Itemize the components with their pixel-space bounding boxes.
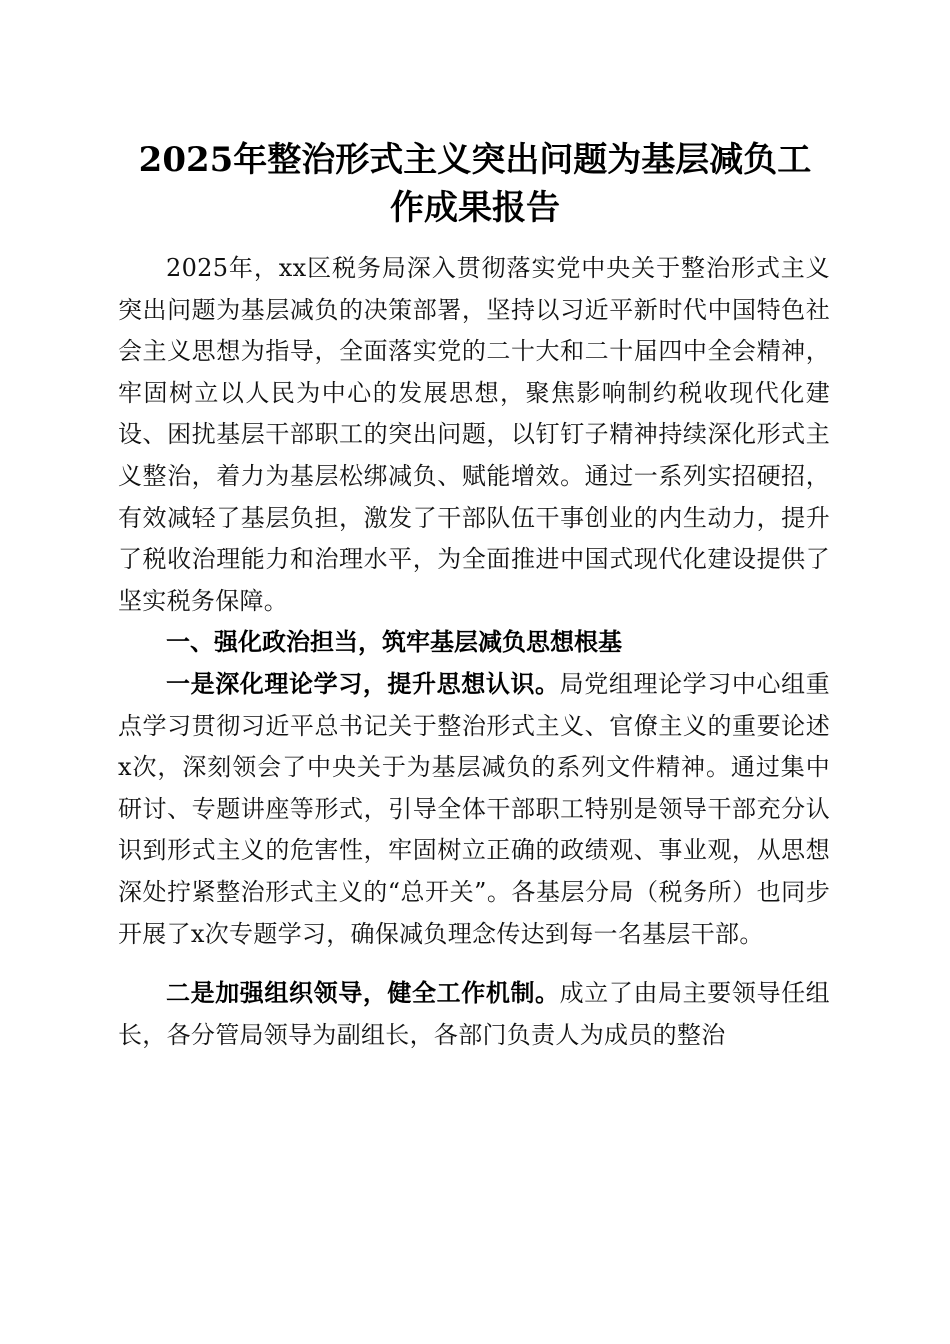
paragraph-gap (118, 955, 830, 973)
document-body (118, 248, 830, 1056)
point-1-text: 局党组理论学习中心组重点学习贯彻习近平总书记关于整治形式主义、官僚主义的重要论述x次，深刻领会了中央关于为基层减负的系列文件精神。通过集中研讨、专题讲座等形式，引导全体干部职工特别是领导干部充分认识到形式主义的危害性，牢固树立正确的政绩观、事业观，从思想深处拧紧整治形式主义的“总开关”。各基层分局（税务所）也同步开展了x次专题学习，确保减负理念传达到每一名基层干部。 (118, 669, 830, 948)
point-2-text: 成立了由局主要领导任组长，各分管局领导为副组长，各部门负责人为成员的整治 (118, 979, 830, 1049)
point-1-lead: 一是深化理论学习，提升思想认识。 (166, 669, 560, 698)
title-line-2: 作成果报告 (390, 188, 560, 228)
title-line-1: 2025年整治形式主义突出问题为基层减负工 (138, 140, 812, 180)
intro-paragraph: 2025年，xx区税务局深入贯彻落实党中央关于整治形式主义突出问题为基层减负的决策部署，坚持以习近平新时代中国特色社会主义思想为指导，全面落实党的二十大和二十届四中全会精神，牢固树立以人民为中心的发展思想，聚焦影响制约税收现代化建设、困扰基层干部职工的突出问题，以钉钉子精神持续深化形式主义整治，着力为基层松绑减负、赋能增效。通过一系列实招硬招，有效减轻了基层负担，激发了干部队伍干事创业的内生动力，提升了税收治理能力和治理水平，为全面推进中国式现代化建设提供了坚实税务保障。 (118, 254, 830, 615)
point-2-paragraph (118, 973, 830, 1056)
point-1-paragraph (118, 664, 830, 955)
point-2-lead: 二是加强组织领导，健全工作机制。 (166, 979, 560, 1008)
section-heading-1: 一、强化政治担当，筑牢基层减负思想根基 (166, 628, 622, 657)
document-title (120, 136, 830, 232)
